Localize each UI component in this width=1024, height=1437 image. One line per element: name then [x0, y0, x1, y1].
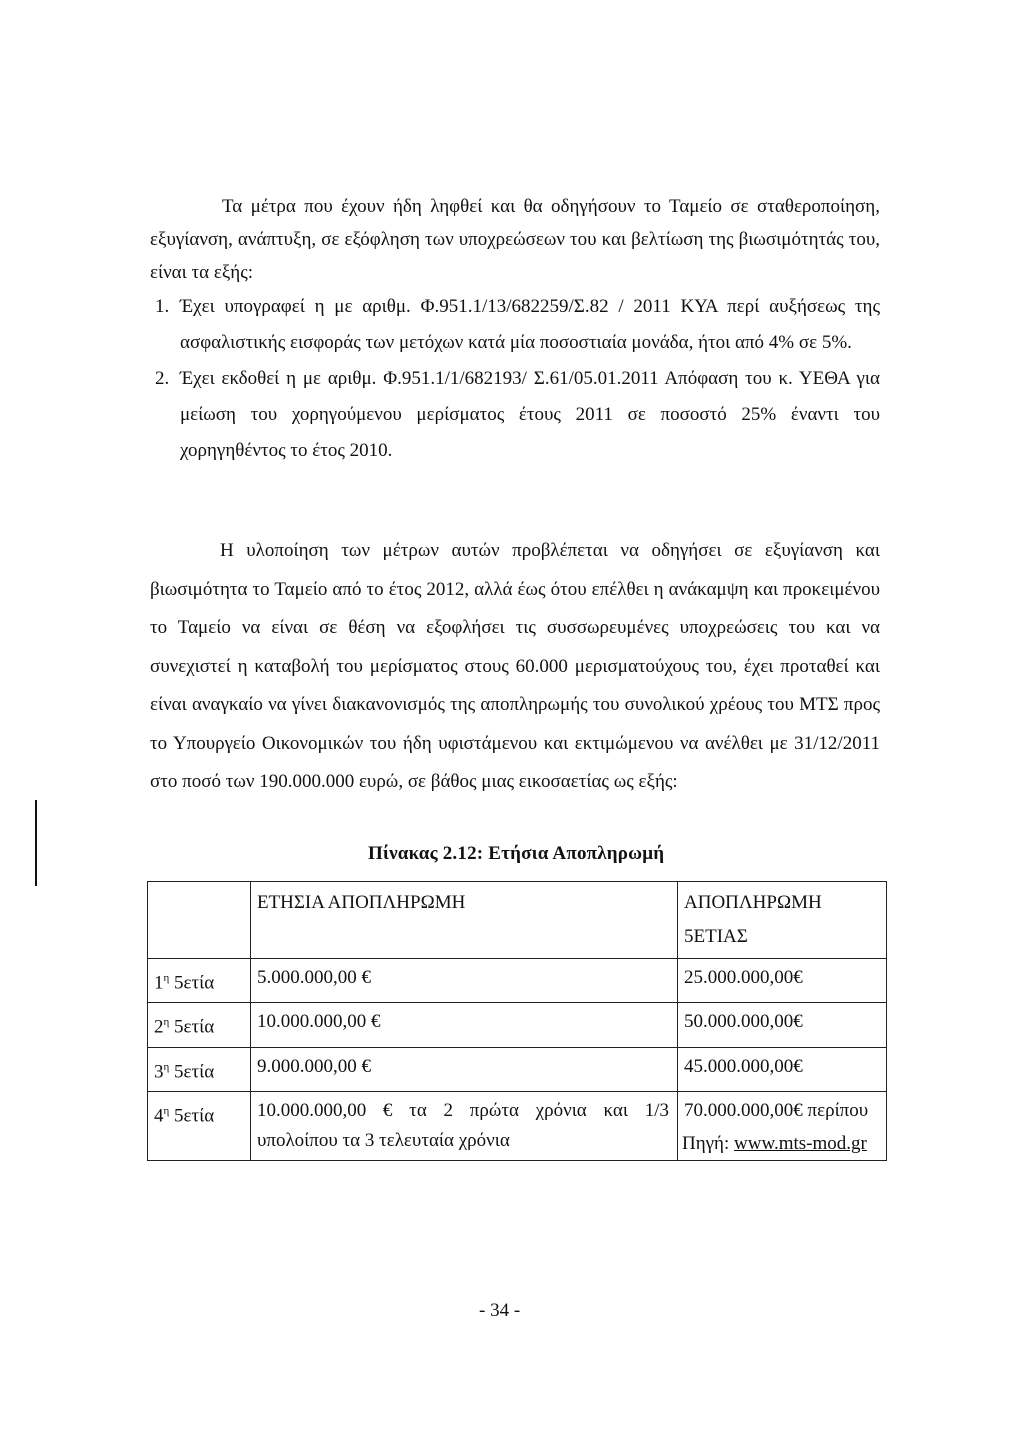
table-title: Πίνακας 2.12: Ετήσια Αποπληρωμή — [368, 843, 665, 864]
table-cell-total: 45.000.000,00€ — [678, 1047, 887, 1091]
source-note — [682, 1133, 867, 1155]
list-item — [150, 361, 880, 469]
period-label: 5ετία — [169, 1105, 215, 1127]
period-suffix: η — [163, 1060, 170, 1073]
table-cell-annual: 10.000.000,00 € τα 2 πρώτα χρόνια και 1/3 υπολοίπου τα 3 τελευταία χρόνια — [250, 1091, 677, 1160]
table-row — [148, 959, 887, 1003]
table-cell-total: 25.000.000,00€ — [678, 959, 887, 1003]
period-suffix: η — [163, 1104, 170, 1117]
period-number: 3 — [154, 1060, 164, 1082]
table-cell-annual: 9.000.000,00 € — [250, 1047, 677, 1091]
list-item-text: Έχει υπογραφεί η με αριθμ. Φ.951.1/13/682259/Σ.82 / 2011 ΚΥΑ περί αυξήσεως της ασφαλιστικής εισφοράς των μετόχων κατά μία ποσοστιαία μονάδα, ήτοι από 4% σε 5%. — [180, 296, 880, 353]
margin-line — [35, 800, 37, 886]
page-number: - 34 - — [479, 1300, 521, 1321]
period-label: 5ετία — [169, 972, 215, 994]
period-label: 5ετία — [169, 1060, 215, 1082]
intro-paragraph — [150, 190, 880, 289]
table-cell-period — [148, 959, 251, 1003]
period-suffix: η — [163, 1016, 170, 1029]
source-label: Πηγή: — [682, 1133, 735, 1154]
source-link[interactable]: www.mts-mod.gr — [734, 1133, 867, 1154]
table-header-cell: ΑΠΟΠΛΗΡΩΜΗ 5ΕΤΙΑΣ — [678, 882, 887, 959]
table-header-row — [148, 882, 887, 959]
period-number: 4 — [154, 1105, 164, 1127]
table-header-cell — [148, 882, 251, 959]
intro-text: Τα μέτρα που έχουν ήδη ληφθεί και θα οδηγήσουν το Ταμείο σε σταθεροποίηση, εξυγίανση, ανάπτυξη, σε εξόφληση των υποχρεώσεων του και βελτίωση της βιωσιμότητάς του, είναι τα εξής: — [150, 196, 880, 283]
period-number: 1 — [154, 972, 164, 994]
body-paragraph: Η υλοποίηση των μέτρων αυτών προβλέπεται να οδηγήσει σε εξυγίανση και βιωσιμότητα το Ταμείο από το έτος 2012, αλλά έως ότου επέλθει η ανάκαμψη και προκειμένου το Ταμείο να είναι σε θέση να εξοφλήσει τις συσσωρευμένες υποχρεώσεις του και να συνεχιστεί η καταβολή του μερίσματος στους 60.000 μερισματούχους του, έχει προταθεί και είναι αναγκαίο να γίνει διακανονισμός της αποπληρωμής του συνολικού χρέους του ΜΤΣ προς το Υπουργείο Οικονομικών του ήδη υφιστάμενου και εκτιμώμενου να ανέλθει με 31/12/2011 στο ποσό των 190.000.000 ευρώ, σε βάθος μιας εικοσαετίας ως εξής: — [150, 540, 880, 792]
table-row — [148, 1047, 887, 1091]
payments-table — [147, 881, 887, 1161]
period-number: 2 — [154, 1016, 164, 1038]
table-cell-period — [148, 1003, 251, 1047]
table-container — [147, 881, 887, 1161]
table-header-cell: ΕΤΗΣΙΑ ΑΠΟΠΛΗΡΩΜΗ — [250, 882, 677, 959]
table-row — [148, 1003, 887, 1047]
table-cell-annual: 5.000.000,00 € — [250, 959, 677, 1003]
measures-list — [150, 289, 880, 469]
table-cell-total: 70.000.000,00€ περίπου — [678, 1091, 887, 1160]
table-cell-total: 50.000.000,00€ — [678, 1003, 887, 1047]
list-item-number: 1. — [155, 296, 170, 317]
table-cell-annual: 10.000.000,00 € — [250, 1003, 677, 1047]
period-suffix: η — [163, 972, 170, 984]
table-cell-period — [148, 1047, 251, 1091]
list-item-text: Έχει εκδοθεί η με αριθμ. Φ.951.1/1/682193/ Σ.61/05.01.2011 Απόφαση του κ. ΥΕΘΑ για μείωση του χορηγούμενου μερίσματος έτους 2011 σε ποσοστό 25% έναντι του χορηγηθέντος το έτος 2010. — [180, 368, 880, 461]
list-item — [150, 289, 880, 361]
list-item-number: 2. — [155, 368, 170, 389]
period-label: 5ετία — [169, 1016, 215, 1038]
table-cell-period — [148, 1091, 251, 1160]
